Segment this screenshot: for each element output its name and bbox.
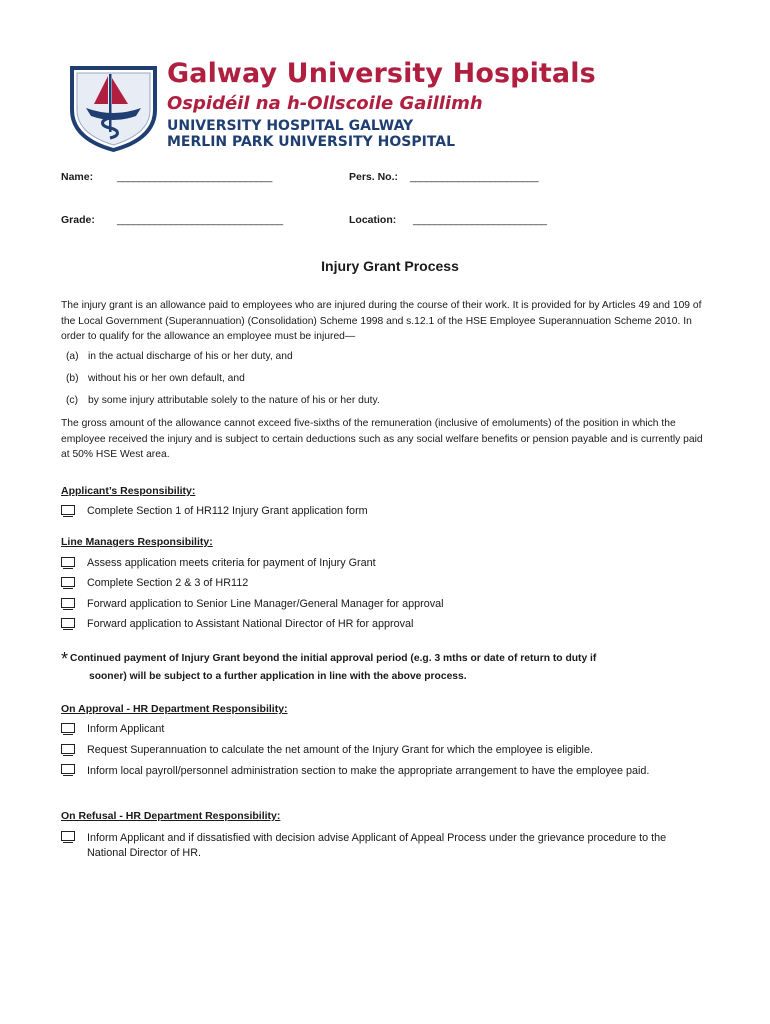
checklist-text: Forward application to Senior Line Manager/General Manager for approval [87, 598, 444, 610]
checklist-item[interactable] [61, 764, 711, 779]
condition-text: by some injury attributable solely to the nature of his or her duty. [88, 395, 380, 406]
checklist-item[interactable] [61, 557, 376, 569]
checkbox-icon[interactable] [61, 557, 75, 567]
checklist-text: Forward application to Assistant National Director of HR for approval [87, 618, 414, 630]
hospital-group-name-irish: Ospidéil na h-Ollscoile Gaillimh [167, 93, 483, 114]
name-label: Name: [61, 171, 94, 183]
condition-label: (b) [66, 373, 79, 384]
location-field[interactable]: _________________________ [413, 214, 547, 226]
checklist-item[interactable] [61, 577, 248, 589]
pers-no-label: Pers. No.: [349, 171, 399, 183]
checkbox-icon[interactable] [61, 764, 75, 774]
page-title: Injury Grant Process [321, 258, 459, 274]
checklist-item[interactable] [61, 723, 164, 735]
checklist-text: Request Superannuation to calculate the net amount of the Injury Grant for which the employee is eligible. [87, 744, 593, 756]
checklist-item[interactable] [61, 744, 593, 756]
on-approval-heading: On Approval - HR Department Responsibility: [61, 703, 288, 715]
name-field[interactable]: _____________________________ [117, 171, 272, 183]
grade-field[interactable]: _______________________________ [117, 214, 283, 226]
checklist-text: Complete Section 1 of HR112 Injury Grant application form [87, 505, 368, 517]
on-refusal-heading: On Refusal - HR Department Responsibility: [61, 810, 281, 822]
checkbox-icon[interactable] [61, 618, 75, 628]
continued-payment-note [61, 650, 701, 685]
checklist-item[interactable] [61, 618, 413, 630]
checklist-text: Inform local payroll/personnel administration section to make the appropriate arrangement to have the employee paid. [87, 765, 650, 777]
condition-text: in the actual discharge of his or her duty, and [88, 351, 293, 362]
checkbox-icon[interactable] [61, 598, 75, 608]
line-managers-heading: Line Managers Responsibility: [61, 536, 213, 548]
checklist-item[interactable] [61, 598, 444, 610]
note-line-2: sooner) will be subject to a further application in line with the above process. [89, 671, 467, 682]
checkbox-icon[interactable] [61, 831, 75, 841]
checkbox-icon[interactable] [61, 505, 75, 515]
location-label: Location: [349, 214, 397, 226]
note-line-1: Continued payment of Injury Grant beyond the initial approval period (e.g. 3 mths or date of return to duty if [70, 653, 597, 664]
checkbox-icon[interactable] [61, 744, 75, 754]
pers-no-field[interactable]: ________________________ [410, 171, 539, 183]
hospital-group-name: Galway University Hospitals [167, 58, 596, 89]
checklist-text: Inform Applicant and if dissatisfied with decision advise Applicant of Appeal Process under the grievance procedure to the National Director of HR. [87, 832, 667, 859]
intro-paragraph: The injury grant is an allowance paid to employees who are injured during the course of their work. It is provided for by Articles 49 and 109 of the Local Government (Superannuation) (Consolidation) Scheme 1998 and s.12.1 of the HSE Employee Superannuation Scheme 2010. In order to qualify for the allowance an employee must be injured— [61, 300, 702, 342]
grade-label: Grade: [61, 214, 95, 226]
checkbox-icon[interactable] [61, 723, 75, 733]
condition-label: (a) [66, 351, 79, 362]
gross-amount-paragraph: The gross amount of the allowance cannot exceed five-sixths of the remuneration (inclusive of emoluments) of the position in which the employee received the injury and is subject to certain deductions such as any social welfare benefits or pension payable and is currently paid at 50% HSE West area. [61, 418, 703, 460]
checklist-text: Inform Applicant [87, 723, 165, 735]
checklist-item[interactable] [61, 831, 711, 861]
checklist-text: Complete Section 2 & 3 of HR112 [87, 577, 249, 589]
checklist-item[interactable] [61, 505, 368, 517]
checkbox-icon[interactable] [61, 577, 75, 587]
applicant-heading: Applicant’s Responsibility: [61, 485, 196, 497]
condition-item [66, 373, 245, 384]
hospital-crest-logo [66, 62, 161, 152]
hospital-name-2: MERLIN PARK UNIVERSITY HOSPITAL [167, 134, 456, 150]
condition-item [66, 351, 293, 362]
condition-item [66, 395, 380, 406]
asterisk-icon: * [61, 649, 69, 669]
hospital-name-1: UNIVERSITY HOSPITAL GALWAY [167, 118, 414, 134]
condition-label: (c) [66, 395, 79, 406]
condition-text: without his or her own default, and [88, 373, 245, 384]
checklist-text: Assess application meets criteria for payment of Injury Grant [87, 557, 376, 569]
